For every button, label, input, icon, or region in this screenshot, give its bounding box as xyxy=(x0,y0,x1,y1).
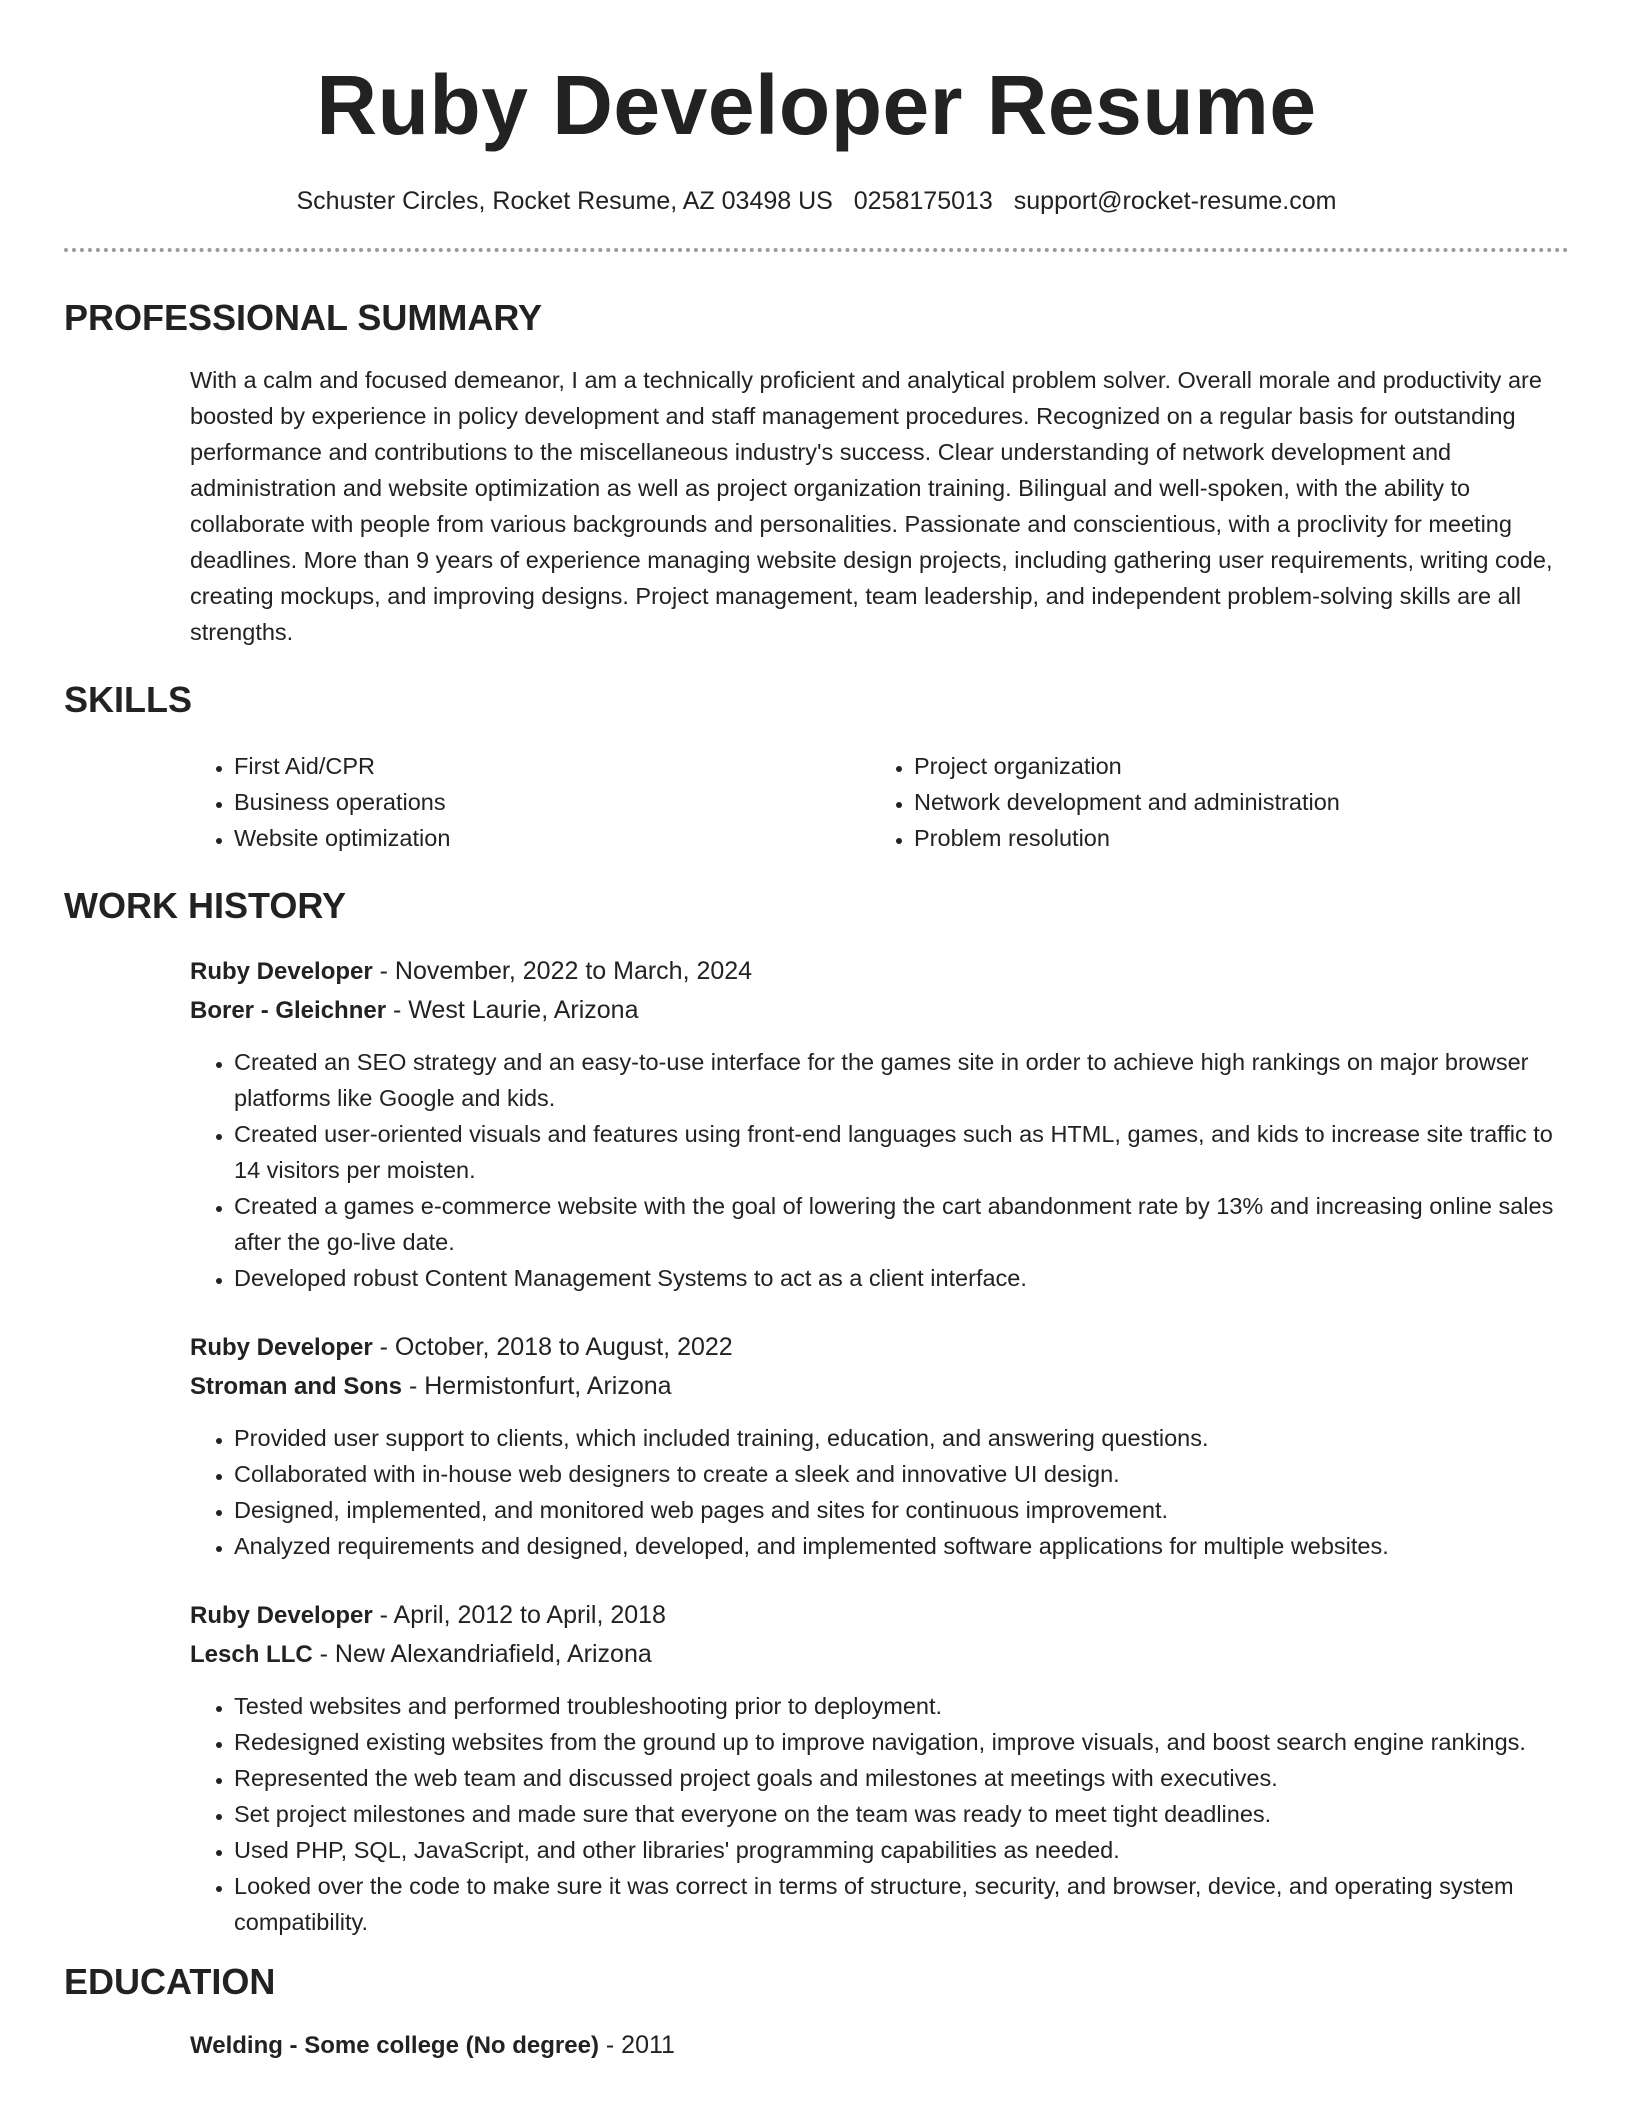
job-bullets xyxy=(190,1688,1569,1940)
job-bullet: • Set project milestones and made sure that everyone on the team was ready to meet tight deadlines. xyxy=(234,1796,1569,1832)
work-history-heading: WORK HISTORY xyxy=(64,885,347,926)
job-role: Ruby Developer xyxy=(190,958,373,985)
job-bullet: • Tested websites and performed troubleshooting prior to deployment. xyxy=(234,1688,1569,1724)
job-company: Stroman and Sons xyxy=(190,1373,403,1400)
skills-column-left xyxy=(190,748,870,856)
job-entry xyxy=(190,1328,1569,1564)
job-bullet: • Collaborated with in-house web designers to create a sleek and innovative UI design. xyxy=(234,1456,1569,1492)
job-role: Ruby Developer xyxy=(190,1334,373,1361)
header-divider xyxy=(64,248,1569,252)
job-entry xyxy=(190,1596,1569,1940)
contact-line xyxy=(64,184,1569,218)
job-company-line xyxy=(190,1367,1569,1406)
summary-heading: PROFESSIONAL SUMMARY xyxy=(64,297,543,338)
job-bullet: • Provided user support to clients, which included training, education, and answering questions. xyxy=(234,1420,1569,1456)
skill-item: • Website optimization xyxy=(234,820,870,856)
skills-grid xyxy=(190,748,1569,856)
job-bullet: • Represented the web team and discussed project goals and milestones at meetings with executives. xyxy=(234,1760,1569,1796)
job-location: - Hermistonfurt, Arizona xyxy=(402,1372,672,1400)
skill-item: • Problem resolution xyxy=(914,820,1550,856)
contact-address: Schuster Circles, Rocket Resume, AZ 03498 US xyxy=(296,187,833,215)
skill-item: • First Aid/CPR xyxy=(234,748,870,784)
job-location: - New Alexandriafield, Arizona xyxy=(312,1640,652,1668)
skills-column-right xyxy=(870,748,1550,856)
skills-section xyxy=(64,678,1569,856)
job-role-line xyxy=(190,1328,1569,1367)
skills-heading: SKILLS xyxy=(64,679,193,720)
contact-phone: 0258175013 xyxy=(853,187,993,215)
job-bullet: • Used PHP, SQL, JavaScript, and other libraries' programming capabilities as needed. xyxy=(234,1832,1569,1868)
skill-item: • Project organization xyxy=(914,748,1550,784)
job-company-line xyxy=(190,1635,1569,1674)
job-bullet: • Looked over the code to make sure it was correct in terms of structure, security, and browser, device, and operating system compatibility. xyxy=(234,1868,1569,1940)
job-location: - West Laurie, Arizona xyxy=(386,996,639,1024)
education-year: - 2011 xyxy=(598,2031,675,2059)
job-bullet: • Analyzed requirements and designed, developed, and implemented software applications for multiple websites. xyxy=(234,1528,1569,1564)
job-role-line xyxy=(190,952,1569,991)
job-bullet: • Redesigned existing websites from the ground up to improve navigation, improve visuals, and boost search engine rankings. xyxy=(234,1724,1569,1760)
education-heading: EDUCATION xyxy=(64,1961,276,2002)
education-entry xyxy=(190,2026,1569,2065)
work-history-section xyxy=(64,884,1569,1940)
job-entry xyxy=(190,952,1569,1296)
job-company: Borer - Gleichner xyxy=(190,997,387,1024)
job-bullet: • Created a games e-commerce website with the goal of lowering the cart abandonment rate by 13% and increasing online sales after the go-live date. xyxy=(234,1188,1569,1260)
summary-text: With a calm and focused demeanor, I am a technically proficient and analytical problem solver. Overall morale and productivity are boosted by experience in policy development and staff management procedures. Recognized on a regular basis for outstanding performance and contributions to the miscellaneous industry's success. Clear understanding of network development and administration and website optimization as well as project organization training. Bilingual and well-spoken, with the ability to collaborate with people from various backgrounds and personalities. Passionate and conscientious, with a proclivity for meeting deadlines. More than 9 years of experience managing website design projects, including gathering user requirements, writing code, creating mockups, and improving designs. Project management, team leadership, and independent problem-solving skills are all strengths. xyxy=(190,367,1553,645)
summary-section xyxy=(64,296,1569,650)
education-degree: Welding - Some college (No degree) xyxy=(190,2032,599,2059)
job-bullets xyxy=(190,1420,1569,1564)
resume-page xyxy=(64,0,1569,2065)
job-company: Lesch LLC xyxy=(190,1641,313,1668)
skill-item: • Business operations xyxy=(234,784,870,820)
job-bullet: • Designed, implemented, and monitored web pages and sites for continuous improvement. xyxy=(234,1492,1569,1528)
job-bullet: • Created an SEO strategy and an easy-to-use interface for the games site in order to achieve high rankings on major browser platforms like Google and kids. xyxy=(234,1044,1569,1116)
education-section xyxy=(64,1960,1569,2065)
resume-title: Ruby Developer Resume xyxy=(316,58,1317,152)
job-bullet: • Developed robust Content Management Systems to act as a client interface. xyxy=(234,1260,1569,1296)
job-role-line xyxy=(190,1596,1569,1635)
contact-email[interactable]: support@rocket-resume.com xyxy=(1013,187,1337,215)
job-dates: - October, 2018 to August, 2022 xyxy=(372,1333,733,1361)
job-company-line xyxy=(190,991,1569,1030)
job-dates: - April, 2012 to April, 2018 xyxy=(372,1601,666,1629)
job-bullet: • Created user-oriented visuals and features using front-end languages such as HTML, games, and kids to increase site traffic to 14 visitors per moisten. xyxy=(234,1116,1569,1188)
job-dates: - November, 2022 to March, 2024 xyxy=(372,957,753,985)
skill-item: • Network development and administration xyxy=(914,784,1550,820)
job-bullets xyxy=(190,1044,1569,1296)
job-role: Ruby Developer xyxy=(190,1602,373,1629)
